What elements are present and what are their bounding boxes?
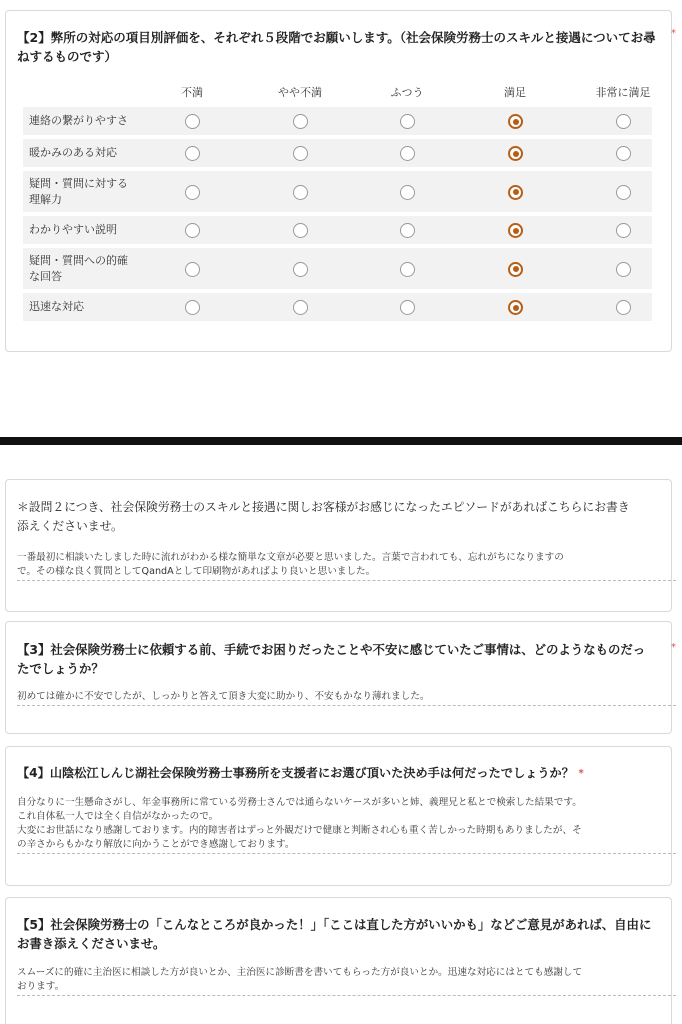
matrix-row-label: 暖かみのある対応 [29,146,117,159]
q2-title: 【2】弊所の対応の項目別評価を、それぞれ５段階でお願いします。（社会保険労務士のスキルと接遇についてお尋 ねするものです） [17,30,656,64]
rating-radio[interactable] [616,185,631,200]
rating-radio[interactable] [616,146,631,161]
matrix-row [23,139,652,167]
rating-radio[interactable] [400,223,415,238]
rating-radio[interactable] [185,114,200,129]
rating-radio[interactable] [185,262,200,277]
q4-answer[interactable]: 自分なりに一生懸命さがし、年金事務所に常ている労務士さんでは通らないケースが多いと姉、義理兄と私とで検索した結果です。 これ自体私一人では全く自信がなかったので。 大変にお世話になり感謝しております。内的障害者はずっと外観だけで健康と判断され心も重く苦しかった時期もありましたが、そ の辛さからもかなり解放に向かうことができ感謝しております。 [17,796,676,854]
rating-radio[interactable] [185,223,200,238]
rating-radio[interactable] [400,185,415,200]
q5-title: 【5】社会保険労務士の「こんなところが良かった！」「ここは直した方がいいかも」などご意見があれば、自由に お書き添えくださいませ。 [17,917,652,951]
column-header: 非常に満足 [595,86,651,99]
matrix-row [23,293,652,321]
rating-radio[interactable] [293,146,308,161]
rating-radio[interactable] [293,262,308,277]
column-header: 不満 [181,86,203,99]
q2-required-mark: * [671,28,676,39]
q3-answer[interactable]: 初めては確かに不安でしたが、しっかりと答えて頂き大変に助かり、不安もかなり薄れました。 [17,690,676,706]
q4-title: 【4】山陰松江しんじ湖社会保険労務士事務所を支援者にお選び頂いた決め手は何だったでしょうか？ * [17,766,584,780]
rating-radio[interactable] [616,300,631,315]
matrix-row [23,216,652,244]
rating-radio[interactable] [400,262,415,277]
screenshot-divider [0,437,682,445]
q5-answer[interactable]: スムーズに的確に主治医に相談した方が良いとか、主治医に診断書を書いてもらった方が良いとか。迅速な対応にはとても感謝して おります。 [17,966,676,996]
rating-radio[interactable] [400,114,415,129]
rating-radio[interactable] [616,223,631,238]
matrix-row-label: 疑問・質問に対する 理解力 [29,176,128,206]
column-header: やや不満 [278,86,322,99]
matrix-row-label: 迅速な対応 [29,300,84,313]
matrix-row-label: 連絡の繋がりやすさ [29,114,128,127]
matrix-row-label: わかりやすい説明 [29,223,117,236]
rating-radio[interactable] [185,185,200,200]
q3-title: 【3】社会保険労務士に依頼する前、手続でお困りだったことや不安に感じていたご事情は、どのようなものだっ たでしょうか？ [17,642,646,676]
matrix-row [23,248,652,289]
rating-radio[interactable] [400,146,415,161]
episode-title: ＊設問２につき、社会保険労務士のスキルと接遇に関しお客様がお感じになったエピソードがあればこちらにお書き 添えくださいませ。 [17,500,630,533]
rating-radio[interactable] [508,114,523,129]
rating-radio[interactable] [293,223,308,238]
rating-radio[interactable] [185,300,200,315]
rating-radio[interactable] [616,114,631,129]
q3-required-mark: * [671,642,676,653]
rating-radio[interactable] [616,262,631,277]
rating-radio[interactable] [508,185,523,200]
rating-radio[interactable] [508,262,523,277]
rating-radio[interactable] [293,300,308,315]
rating-radio[interactable] [508,223,523,238]
matrix-row [23,171,652,212]
rating-radio[interactable] [400,300,415,315]
rating-radio[interactable] [293,185,308,200]
rating-radio[interactable] [508,300,523,315]
matrix-row [23,107,652,135]
rating-radio[interactable] [185,146,200,161]
rating-radio[interactable] [293,114,308,129]
matrix-row-label: 疑問・質問への的確 な回答 [29,253,128,283]
column-header: ふつう [390,86,424,99]
rating-radio[interactable] [508,146,523,161]
q4-required-mark: * [578,768,584,779]
column-header: 満足 [504,86,526,99]
episode-answer[interactable]: 一番最初に相談いたしました時に流れがわかる様な簡単な文章が必要と思いました。言葉で言われても、忘れがちになりますの で。その様な良く質問としてQandAとして印刷物があればより良いと思いました。 [17,551,676,581]
